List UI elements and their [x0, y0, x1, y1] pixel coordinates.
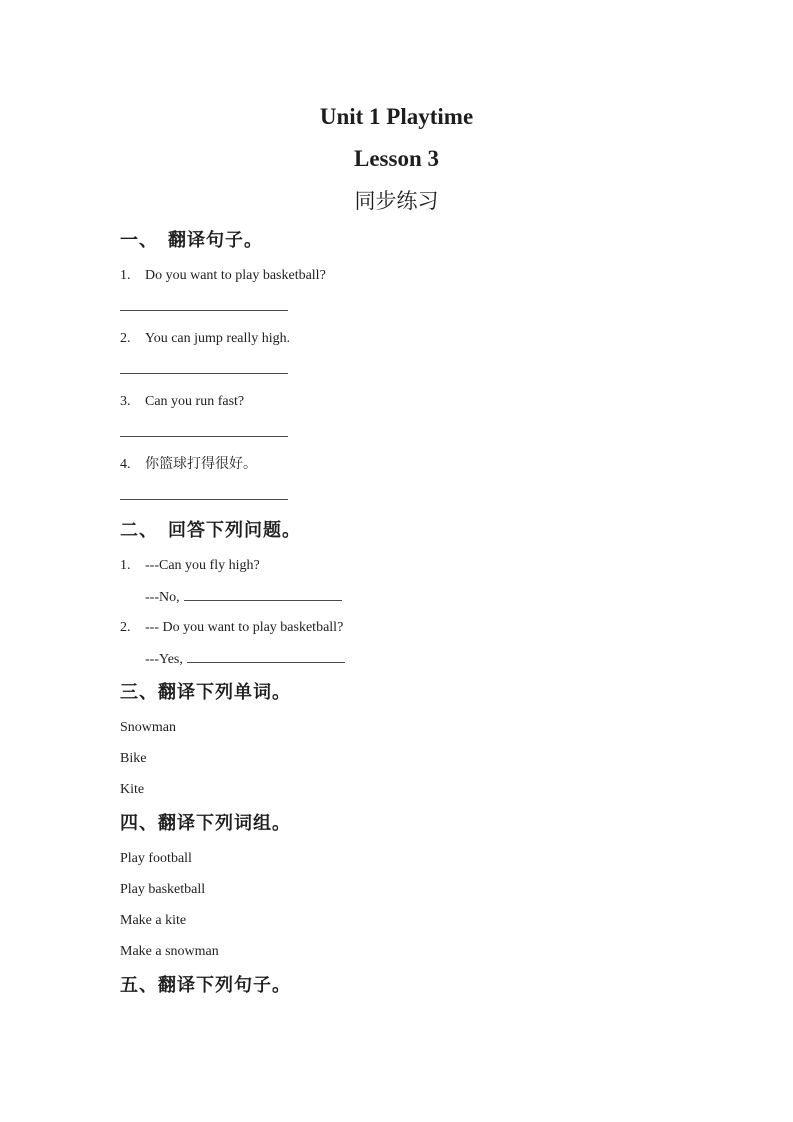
answer-blank-line	[187, 650, 345, 663]
question-number: 2.	[120, 331, 131, 346]
phrase-item: Make a snowman	[120, 944, 219, 959]
dialog-answer-2	[145, 650, 693, 670]
dialog-answer-1	[145, 588, 693, 608]
answer-prefix: ---No,	[145, 590, 180, 605]
phrase-item: Play basketball	[120, 882, 206, 897]
question-number: 1.	[120, 268, 131, 283]
dialog-question-1	[120, 556, 693, 576]
answer-blank-line	[120, 436, 288, 437]
answer-blank-line	[184, 588, 342, 601]
word-item: Snowman	[120, 720, 176, 735]
phrase-item: Play football	[120, 851, 192, 866]
question-text: Can you run fast?	[145, 394, 245, 409]
question-text: 你篮球打得很好。	[145, 457, 257, 472]
worksheet-body	[0, 228, 793, 997]
worksheet-subtitle: 同步练习	[354, 189, 439, 213]
section-5-heading: 五、翻译下列句子。	[120, 975, 291, 995]
answer-blank-line	[120, 499, 288, 500]
section-2-heading: 二、 回答下列问题。	[120, 520, 301, 540]
answer-prefix: ---Yes,	[145, 652, 183, 667]
section-1-heading: 一、 翻译句子。	[120, 230, 263, 250]
answer-blank-line	[120, 373, 288, 374]
document-header	[0, 0, 793, 222]
question-number: 1.	[120, 558, 131, 573]
word-item: Bike	[120, 751, 147, 766]
question-item-4	[120, 455, 693, 475]
unit-title: Unit 1 Playtime	[319, 104, 474, 129]
question-number: 4.	[120, 457, 131, 472]
question-text: --- Do you want to play basketball?	[145, 620, 344, 635]
question-text: Do you want to play basketball?	[145, 268, 326, 283]
question-text: ---Can you fly high?	[145, 558, 260, 573]
section-4-heading: 四、翻译下列词组。	[120, 813, 291, 833]
question-text: You can jump really high.	[145, 331, 291, 346]
question-item-3	[120, 392, 693, 412]
dialog-question-2	[120, 618, 693, 638]
question-item-2	[120, 329, 693, 349]
lesson-title: Lesson 3	[354, 146, 439, 171]
question-number: 2.	[120, 620, 131, 635]
word-item: Kite	[120, 782, 145, 797]
question-number: 3.	[120, 394, 131, 409]
section-3-heading: 三、翻译下列单词。	[120, 682, 291, 702]
question-item-1	[120, 266, 693, 286]
phrase-item: Make a kite	[120, 913, 187, 928]
answer-blank-line	[120, 310, 288, 311]
